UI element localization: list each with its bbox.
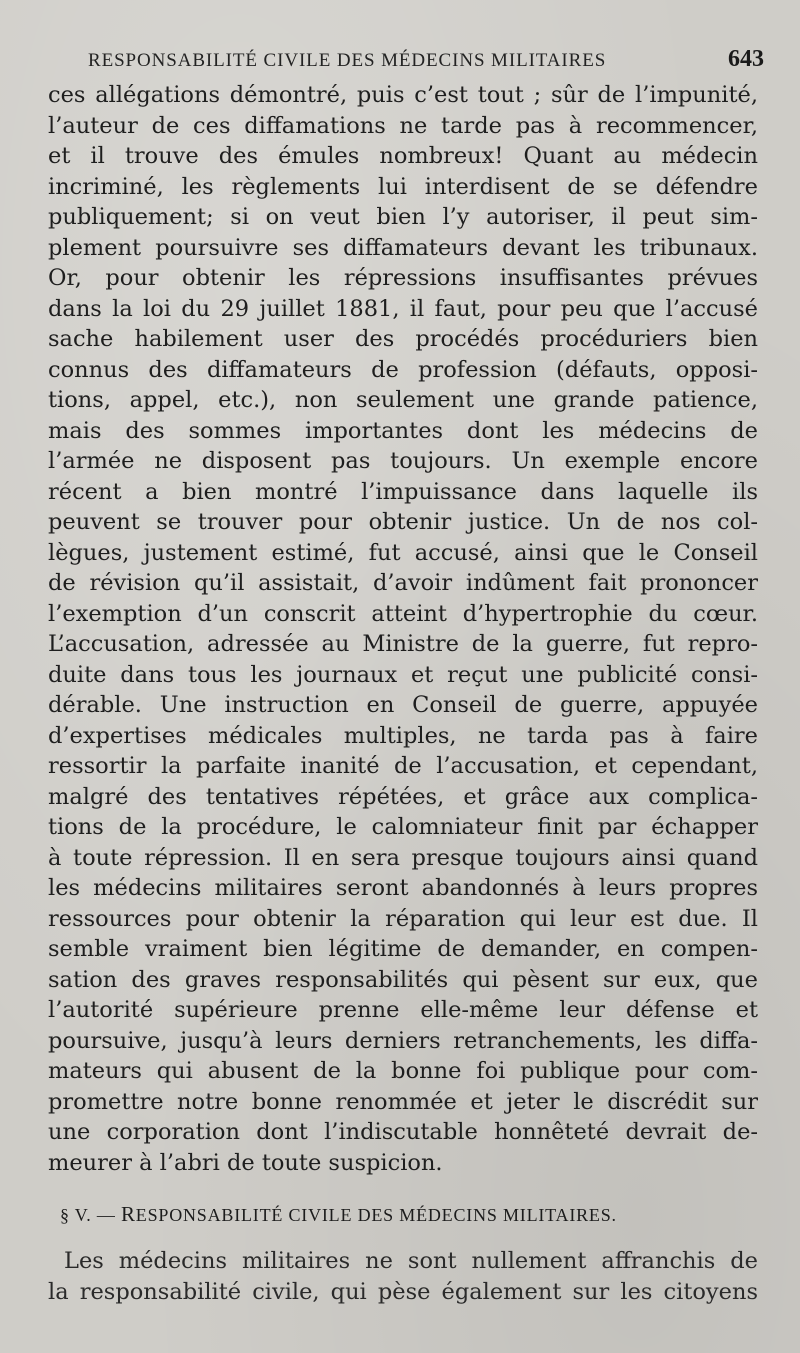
text-line: récent a bien montré l’impuissance dans laquelle ils (48, 478, 758, 505)
text-line: de révision qu’il assistait, d’avoir indûment fait prononcer (48, 570, 758, 596)
text-line: tions, appel, etc.), non seulement une grande patience, (48, 387, 758, 413)
text-line: mais des sommes importantes dont les médecins de (48, 417, 758, 444)
text-line: meurer à l’abri de toute suspicion. (48, 1149, 443, 1176)
text-line: L’accusation, adressée au Ministre de la guerre, fut repro- (48, 631, 758, 657)
section-title-text: ESPONSABILITÉ CIVILE DES MÉDECINS MILITAIRES. (135, 1205, 617, 1225)
text-line: l’auteur de ces diffamations ne tarde pas à recommencer, (48, 112, 758, 139)
text-line: publiquement; si on veut bien l’y autoriser, il peut sim- (48, 204, 758, 230)
text-line: l’armée ne disposent pas toujours. Un exemple encore (48, 448, 758, 474)
text-line: plement poursuivre ses diffamateurs devant les tribunaux. (48, 234, 758, 261)
text-line: la responsabilité civile, qui pèse également sur les citoyens (48, 1278, 758, 1305)
text-line: et il trouve des émules nombreux! Quant au médecin (48, 143, 758, 169)
body-paragraph (48, 80, 758, 1178)
text-line: connus des diffamateurs de profession (défauts, opposi- (48, 356, 758, 383)
text-line: malgré des tentatives répétées, et grâce aux complica- (48, 783, 758, 810)
page-number: 643 (728, 46, 764, 72)
text-line: ces allégations démontré, puis c’est tout ; sûr de l’impunité, (48, 82, 758, 108)
text-line: mateurs qui abusent de la bonne foi publique pour com- (48, 1058, 758, 1084)
text-line: ressources pour obtenir la réparation qui leur est due. Il (48, 905, 758, 932)
running-head (88, 46, 764, 76)
text-line: sation des graves responsabilités qui pèsent sur eux, que (48, 966, 758, 993)
text-line: l’exemption d’un conscrit atteint d’hypertrophie du cœur. (48, 600, 758, 627)
text-line: incriminé, les règlements lui interdisent de se défendre (48, 173, 758, 200)
text-line: dans la loi du 29 juillet 1881, il faut, pour peu que l’accusé (48, 295, 758, 322)
text-line: lègues, justement estimé, fut accusé, ainsi que le Conseil (48, 539, 758, 566)
text-line: peuvent se trouver pour obtenir justice. Un de nos col- (48, 509, 758, 535)
text-line: les médecins militaires seront abandonnés à leurs propres (48, 875, 758, 901)
text-line: à toute répression. Il en sera presque toujours ainsi quand (48, 844, 758, 871)
text-line: duite dans tous les journaux et reçut une publicité consi- (48, 661, 758, 688)
running-title: RESPONSABILITÉ CIVILE DES MÉDECINS MILITAIRES (88, 50, 607, 71)
closing-paragraph (48, 1246, 758, 1307)
text-line: l’autorité supérieure prenne elle-même leur défense et (48, 997, 758, 1023)
section-title-initial: R (120, 1202, 136, 1226)
text-line: ressortir la parfaite inanité de l’accusation, et cependant, (48, 753, 758, 779)
text-line: une corporation dont l’indiscutable honnêteté devrait de- (48, 1119, 758, 1145)
section-number: § V. — (60, 1205, 121, 1225)
text-line: d’expertises médicales multiples, ne tarda pas à faire (48, 722, 758, 749)
section-heading (60, 1197, 760, 1231)
text-line: semble vraiment bien légitime de demander, en compen- (48, 936, 758, 962)
text-line: Les médecins militaires ne sont nullement affranchis de (64, 1248, 758, 1274)
text-line: Or, pour obtenir les répressions insuffisantes prévues (48, 265, 758, 291)
text-line: poursuive, jusqu’à leurs derniers retranchements, les diffa- (48, 1027, 758, 1054)
text-line: tions de la procédure, le calomniateur finit par échapper (48, 814, 758, 840)
text-line: promettre notre bonne renommée et jeter le discrédit sur (48, 1088, 758, 1115)
text-line: dérable. Une instruction en Conseil de guerre, appuyée (48, 692, 758, 718)
text-line: sache habilement user des procédés procéduriers bien (48, 326, 758, 352)
